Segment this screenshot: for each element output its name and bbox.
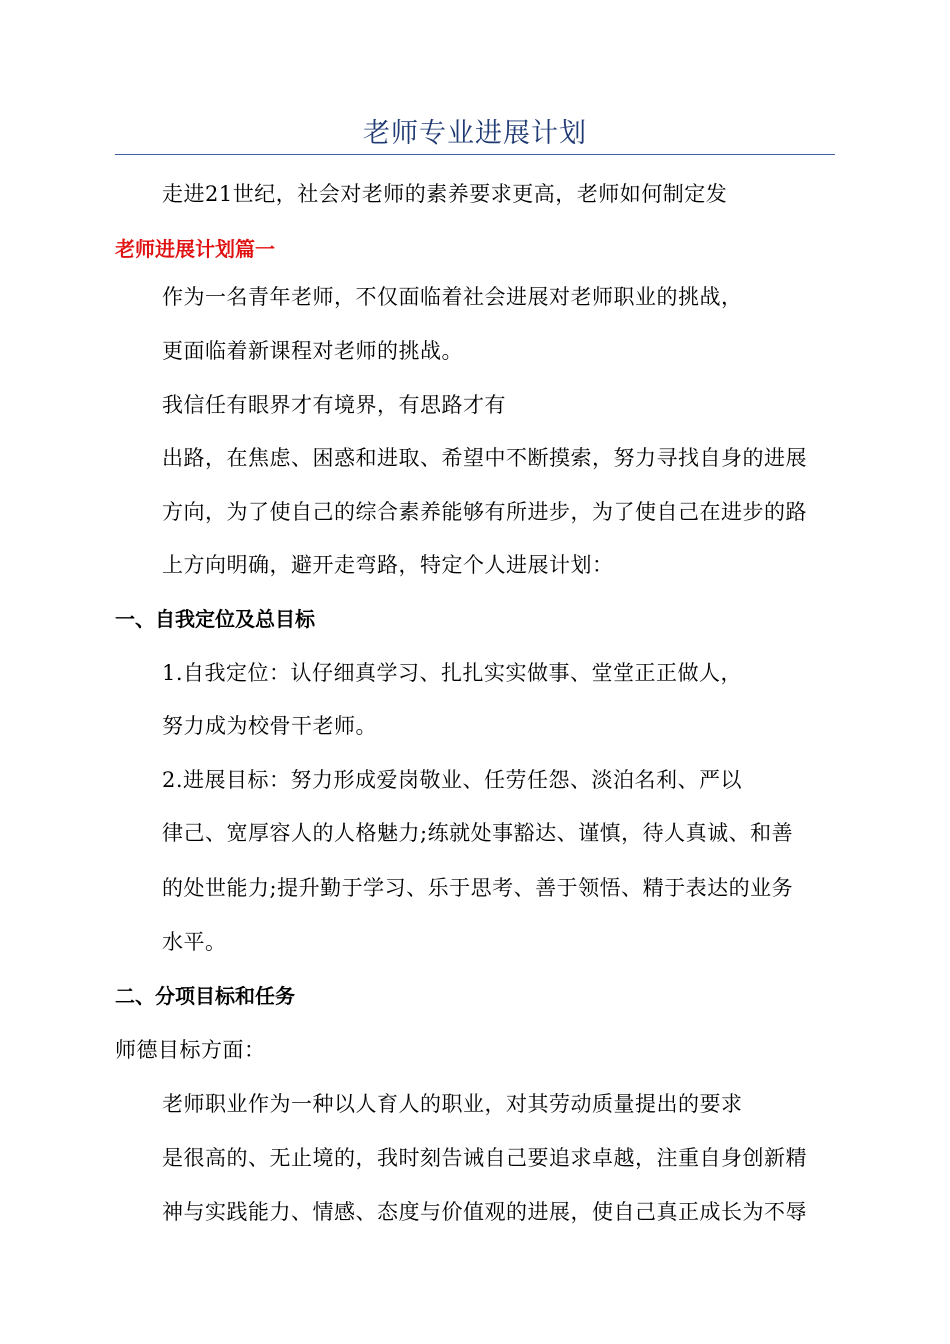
paragraph-line: 老师职业作为一种以人育人的职业，对其劳动质量提出的要求 bbox=[162, 1092, 743, 1116]
paragraph-line: 出路，在焦虑、困惑和进取、希望中不断摸索，努力寻找自身的进展 bbox=[162, 446, 807, 470]
document-title: 老师专业进展计划 bbox=[363, 118, 587, 149]
paragraph-line: 的处世能力;提升勤于学习、乐于思考、善于领悟、精于表达的业务 bbox=[162, 876, 794, 900]
paragraph-line: 上方向明确，避开走弯路，特定个人进展计划： bbox=[162, 553, 614, 577]
paragraph-line: 我信任有眼界才有境界，有思路才有 bbox=[162, 393, 506, 417]
section-heading: 一、自我定位及总目标 bbox=[115, 607, 315, 631]
paragraph-line: 律己、宽厚容人的人格魅力;练就处事豁达、谨慎，待人真诚、和善 bbox=[162, 821, 794, 845]
paragraph-line: 2.进展目标：努力形成爱岗敬业、任劳任怨、淡泊名利、严以 bbox=[162, 768, 743, 792]
title-underline bbox=[115, 154, 835, 155]
subheading-line: 师德目标方面： bbox=[115, 1038, 266, 1062]
paragraph-line: 努力成为校骨干老师。 bbox=[162, 714, 377, 738]
intro-line: 走进21世纪，社会对老师的素养要求更高，老师如何制定发 bbox=[162, 182, 728, 206]
paragraph-line: 更面临着新课程对老师的挑战。 bbox=[162, 339, 463, 363]
paragraph-line: 1.自我定位：认仔细真学习、扎扎实实做事、堂堂正正做人， bbox=[162, 661, 743, 685]
paragraph-line: 方向，为了使自己的综合素养能够有所进步，为了使自己在进步的路 bbox=[162, 500, 807, 524]
paragraph-line: 作为一名青年老师，不仅面临着社会进展对老师职业的挑战， bbox=[162, 285, 743, 309]
paragraph-line: 水平。 bbox=[162, 930, 227, 954]
section-heading: 二、分项目标和任务 bbox=[115, 984, 295, 1008]
paragraph-line: 是很高的、无止境的，我时刻告诫自己要追求卓越，注重自身创新精 bbox=[162, 1146, 807, 1170]
paragraph-line: 神与实践能力、情感、态度与价值观的进展，使自己真正成长为不辱 bbox=[162, 1200, 807, 1224]
article-heading: 老师进展计划篇一 bbox=[115, 237, 275, 261]
